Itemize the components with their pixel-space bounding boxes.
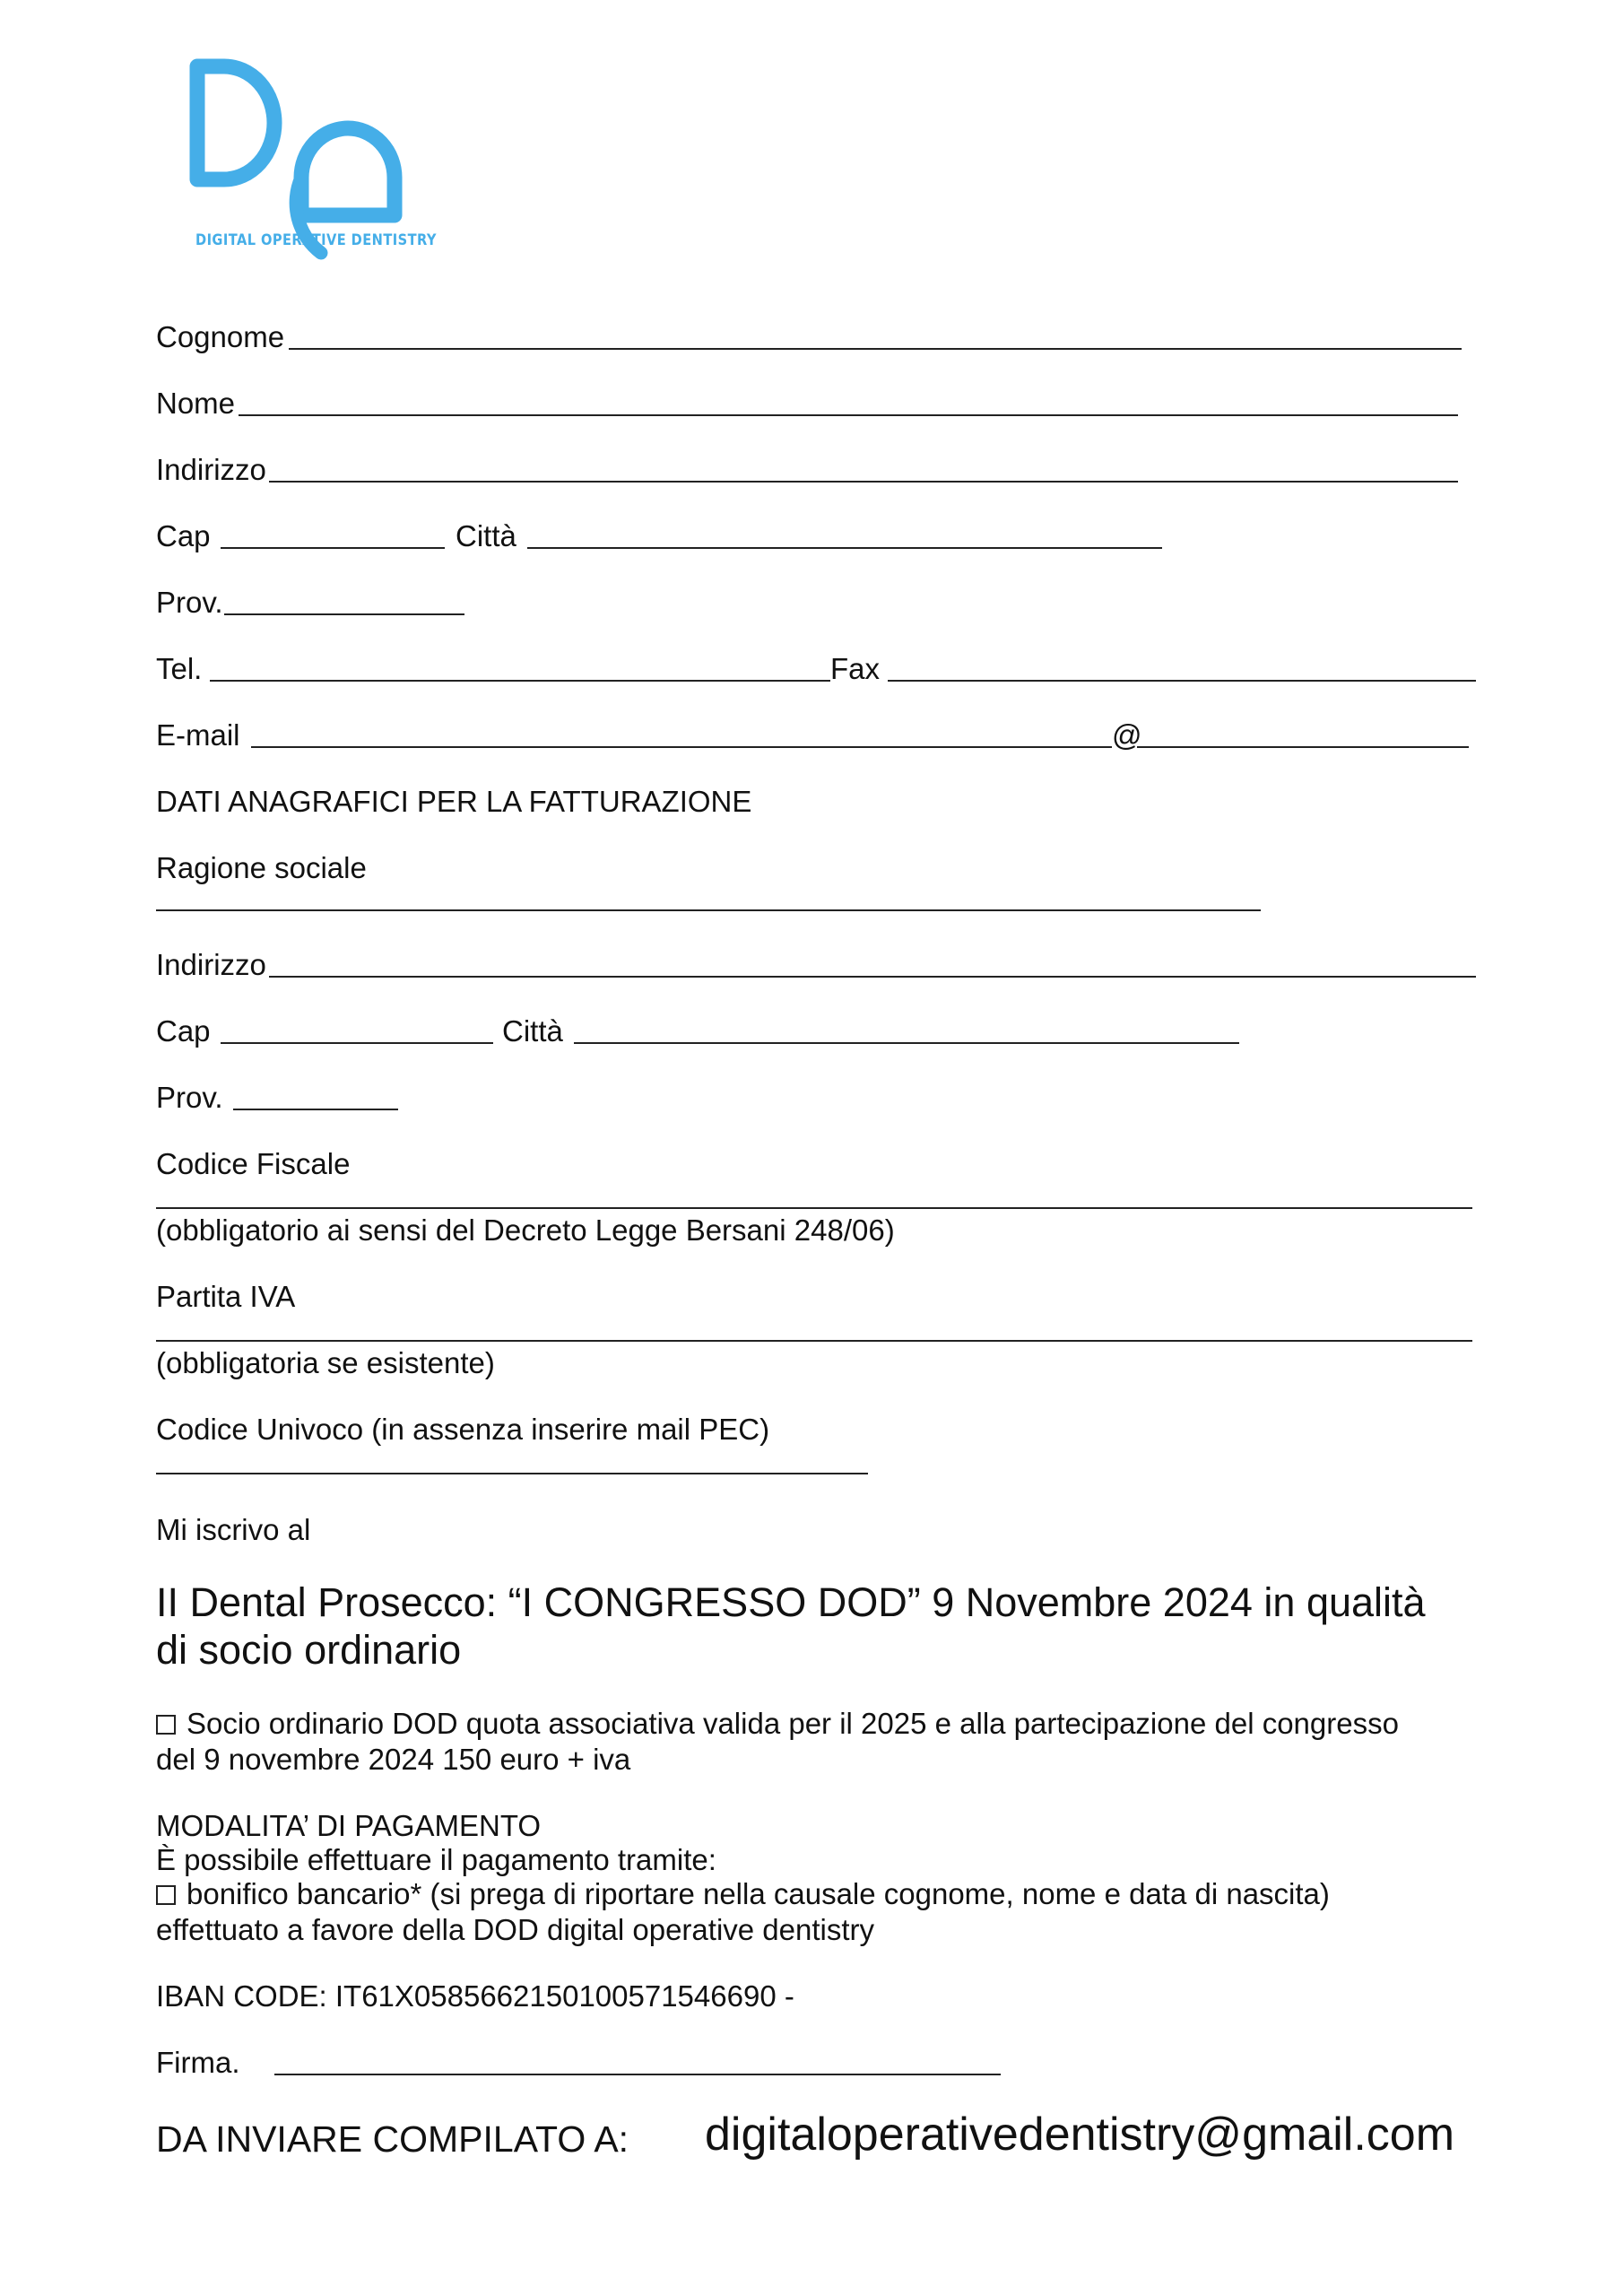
- billing-cap-label: Cap: [156, 1014, 211, 1048]
- fax-field[interactable]: [888, 680, 1476, 682]
- cognome-label: Cognome: [156, 320, 285, 353]
- email-at-sign: @: [1112, 718, 1142, 752]
- membership-option[interactable]: [156, 1706, 1399, 1742]
- billing-indirizzo-field[interactable]: [269, 976, 1476, 978]
- signature-label: Firma.: [156, 2046, 240, 2079]
- email-user-field[interactable]: [251, 746, 1112, 748]
- billing-citta-label: Città: [502, 1014, 563, 1048]
- event-title-line-2: di socio ordinario: [156, 1627, 462, 1673]
- indirizzo-label: Indirizzo: [156, 453, 266, 486]
- nome-label: Nome: [156, 387, 236, 420]
- partita-iva-note: (obbligatoria se esistente): [156, 1346, 495, 1379]
- membership-option-line-2: del 9 novembre 2024 150 euro + iva: [156, 1743, 631, 1776]
- nome-field[interactable]: [239, 414, 1458, 416]
- send-to-label: DA INVIARE COMPILATO A:: [156, 2118, 629, 2160]
- membership-option-label: Socio ordinario DOD quota associativa valida per il 2025 e alla partecipazione del congresso: [187, 1707, 1399, 1740]
- payment-title: MODALITA’ DI PAGAMENTO: [156, 1809, 542, 1842]
- partita-iva-label: Partita IVA: [156, 1280, 296, 1313]
- membership-checkbox[interactable]: [156, 1715, 176, 1735]
- citta-field[interactable]: [527, 547, 1162, 549]
- codice-fiscale-label: Codice Fiscale: [156, 1147, 351, 1180]
- billing-section-title: DATI ANAGRAFICI PER LA FATTURAZIONE: [156, 785, 752, 818]
- partita-iva-field[interactable]: [156, 1340, 1472, 1342]
- cap-field[interactable]: [221, 547, 445, 549]
- billing-prov-label: Prov.: [156, 1081, 223, 1114]
- codice-fiscale-note: (obbligatorio ai sensi del Decreto Legge Bersani 248/06): [156, 1213, 895, 1247]
- ragione-sociale-field[interactable]: [156, 909, 1261, 911]
- billing-indirizzo-label: Indirizzo: [156, 948, 266, 981]
- billing-cap-field[interactable]: [221, 1042, 493, 1044]
- email-domain-field[interactable]: [1137, 746, 1469, 748]
- prov-field[interactable]: [224, 613, 464, 615]
- signature-field[interactable]: [274, 2074, 1001, 2075]
- email-label: E-mail: [156, 718, 240, 752]
- billing-citta-field[interactable]: [574, 1042, 1239, 1044]
- codice-fiscale-field[interactable]: [156, 1207, 1472, 1209]
- ragione-sociale-label: Ragione sociale: [156, 851, 367, 884]
- payment-intro: È possibile effettuare il pagamento tramite:: [156, 1843, 716, 1876]
- cognome-field[interactable]: [289, 348, 1462, 350]
- tel-field[interactable]: [210, 680, 830, 682]
- indirizzo-field[interactable]: [269, 481, 1458, 483]
- bank-transfer-checkbox[interactable]: [156, 1885, 176, 1905]
- bank-transfer-option[interactable]: [156, 1876, 1330, 1912]
- cap-label: Cap: [156, 519, 211, 552]
- iban-code: IBAN CODE: IT61X0585662150100571546690 -: [156, 1979, 794, 2013]
- registration-intro: Mi iscrivo al: [156, 1513, 311, 1546]
- prov-label: Prov.: [156, 586, 223, 619]
- codice-univoco-label: Codice Univoco (in assenza inserire mail PEC): [156, 1413, 770, 1446]
- send-to-email[interactable]: digitaloperativedentistry@gmail.com: [705, 2109, 1455, 2161]
- codice-univoco-field[interactable]: [156, 1473, 868, 1474]
- citta-label: Città: [456, 519, 516, 552]
- bank-transfer-label: bonifico bancario* (si prega di riportare nella causale cognome, nome e data di nascita): [187, 1877, 1330, 1910]
- dod-logo-icon: [179, 54, 430, 260]
- bank-transfer-line-2: effettuato a favore della DOD digital operative dentistry: [156, 1913, 875, 1946]
- fax-label: Fax: [830, 652, 881, 685]
- logo-text: DIGITAL OPERATIVE DENTISTRY: [195, 231, 437, 249]
- tel-label: Tel.: [156, 652, 203, 685]
- event-title-line-1: II Dental Prosecco: “I CONGRESSO DOD” 9 Novembre 2024 in qualità: [156, 1579, 1426, 1625]
- billing-prov-field[interactable]: [233, 1109, 398, 1110]
